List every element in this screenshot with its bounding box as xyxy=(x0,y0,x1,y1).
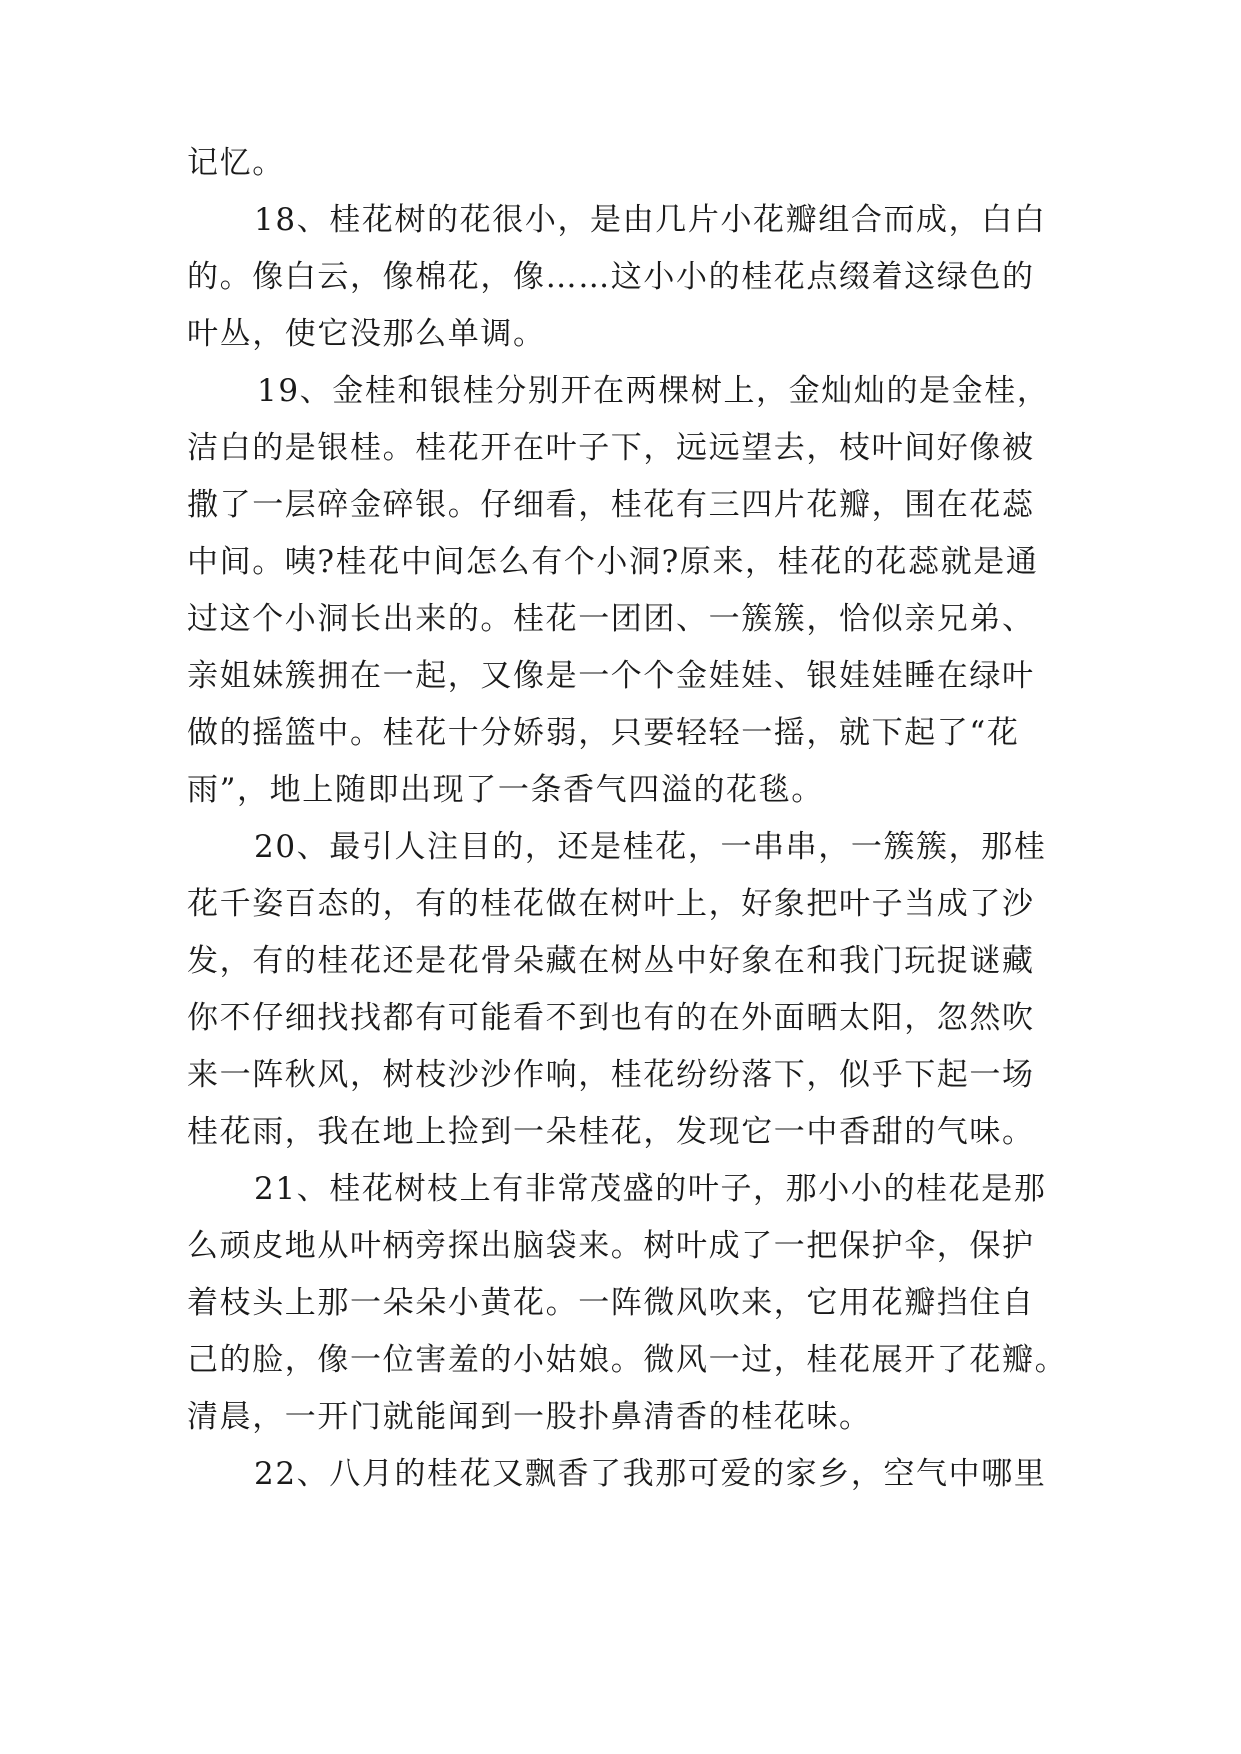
text-line: 来一阵秋风，树枝沙沙作响，桂花纷纷落下，似乎下起一场 xyxy=(187,1057,1035,1093)
text-line: 撒了一层碎金碎银。仔细看，桂花有三四片花瓣，围在花蕊 xyxy=(187,487,1035,523)
text-line: 花千姿百态的，有的桂花做在树叶上，好象把叶子当成了沙 xyxy=(187,886,1035,922)
text-line: 雨”，地上随即出现了一条香气四溢的花毯。 xyxy=(187,772,824,808)
text-line: 清晨，一开门就能闻到一股扑鼻清香的桂花味。 xyxy=(187,1399,872,1435)
paragraph-20-first-line: 20、最引人注目的，还是桂花，一串串，一簇簇，那桂 xyxy=(254,829,1047,865)
paragraph-22-first-line: 22、八月的桂花又飘香了我那可爱的家乡，空气中哪里 xyxy=(254,1456,1047,1492)
text-line: 叶丛，使它没那么单调。 xyxy=(187,316,546,352)
text-line: 桂花雨，我在地上捡到一朵桂花，发现它一中香甜的气味。 xyxy=(187,1114,1035,1150)
text-line: 你不仔细找找都有可能看不到也有的在外面晒太阳，忽然吹 xyxy=(187,1000,1035,1036)
text-line: 己的脸，像一位害羞的小姑娘。微风一过，桂花展开了花瓣。 xyxy=(187,1342,1068,1378)
text-line: 做的摇篮中。桂花十分娇弱，只要轻轻一摇，就下起了“花 xyxy=(187,715,1020,751)
text-line: 记忆。 xyxy=(187,145,285,181)
paragraph-19-first-line: 19、金桂和银桂分别开在两棵树上，金灿灿的是金桂， xyxy=(257,373,1050,409)
text-line: 发，有的桂花还是花骨朵藏在树丛中好象在和我门玩捉谜藏 xyxy=(187,943,1035,979)
text-line: 着枝头上那一朵朵小黄花。一阵微风吹来，它用花瓣挡住自 xyxy=(187,1285,1035,1321)
text-line: 洁白的是银桂。桂花开在叶子下，远远望去，枝叶间好像被 xyxy=(187,430,1035,466)
text-line: 亲姐妹簇拥在一起，又像是一个个金娃娃、银娃娃睡在绿叶 xyxy=(187,658,1035,694)
text-line: 的。像白云，像棉花，像……这小小的桂花点缀着这绿色的 xyxy=(187,259,1035,295)
text-line: 过这个小洞长出来的。桂花一团团、一簇簇，恰似亲兄弟、 xyxy=(187,601,1035,637)
text-line: 中间。咦?桂花中间怎么有个小洞?原来，桂花的花蕊就是通 xyxy=(187,544,1039,580)
paragraph-21-first-line: 21、桂花树枝上有非常茂盛的叶子，那小小的桂花是那 xyxy=(254,1171,1047,1207)
paragraph-18-first-line: 18、桂花树的花很小，是由几片小花瓣组合而成，白白 xyxy=(254,202,1047,238)
text-line: 么顽皮地从叶柄旁探出脑袋来。树叶成了一把保护伞，保护 xyxy=(187,1228,1035,1264)
